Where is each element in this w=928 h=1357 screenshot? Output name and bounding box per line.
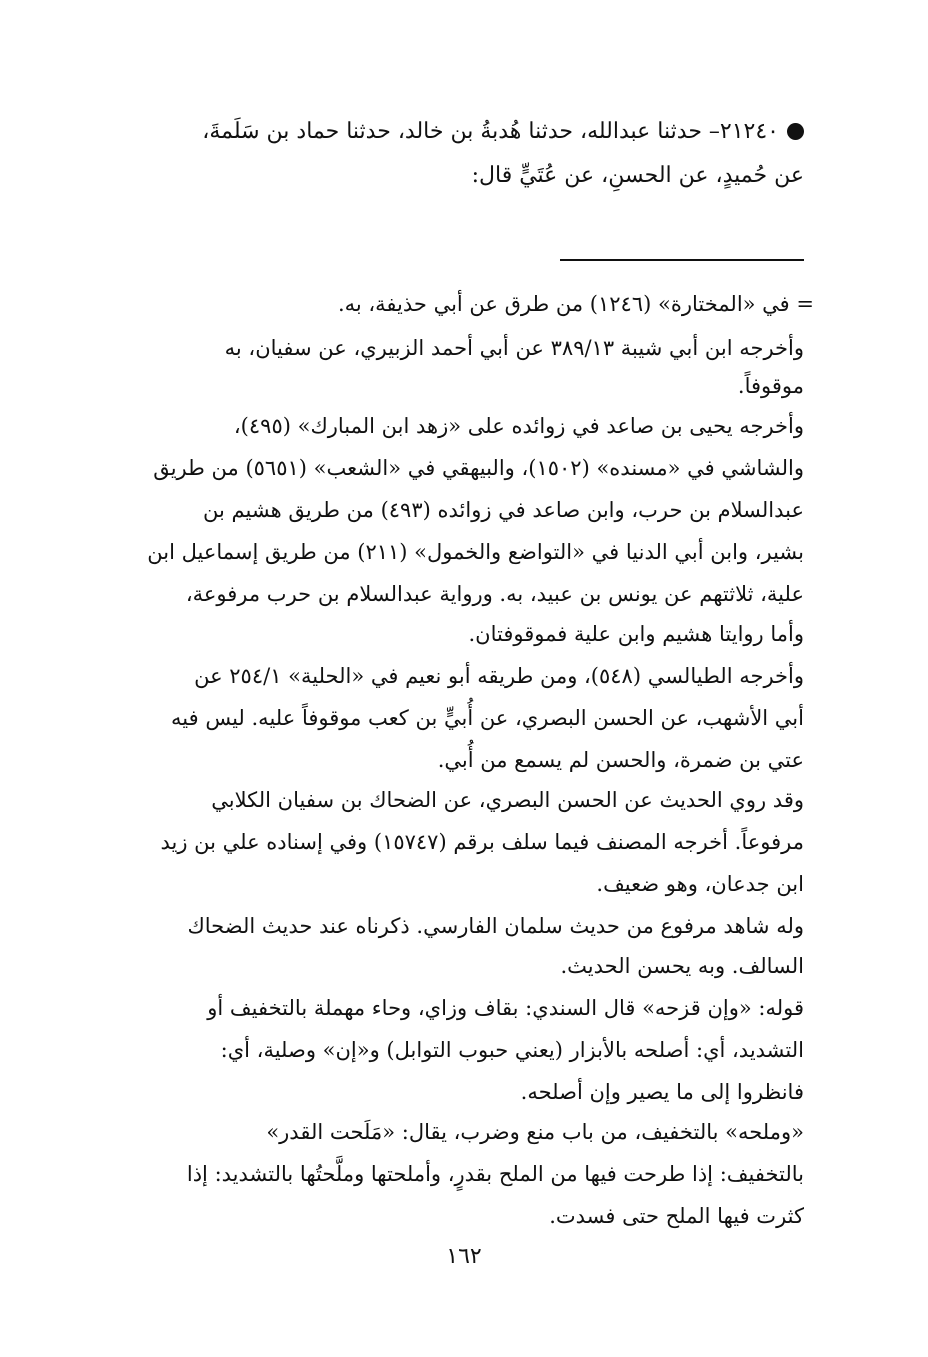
hadith-line-1-text: ٢١٢٤٠– حدثنا عبدالله، حدثنا هُدبةُ بن خالد، حدثنا حماد بن سَلَمةَ، [202,119,779,144]
footnote-line: بشير، وابن أبي الدنيا في «التواضع والخمول» (٢١١) من طريق إسماعيل ابن [147,540,804,564]
footnote-line: عتي بن ضمرة، والحسن لم يسمع من أُبي. [437,748,804,772]
footnote-line: مرفوعاً. أخرجه المصنف فيما سلف برقم (١٥٧٤٧) وفي إسناده علي بن زيد [160,830,804,854]
footnote-line: بالتخفيف: إذا طرحت فيها من الملح بقدرٍ، وأملحتها وملَّحتُها بالتشديد: إذا [186,1162,804,1186]
footnote-line: التشديد، أي: أصلحه بالأبزار (يعني حبوب التوابل) و«إن» وصلية، أي: [220,1038,804,1062]
bullet-icon [787,123,804,140]
footnote-divider [560,259,804,261]
footnote-line: أبي الأشهب، عن الحسن البصري، عن أُبيٍّ بن كعب موقوفاً عليه. ليس فيه [171,706,804,730]
footnote-line: وأخرجه الطيالسي (٥٤٨)، ومن طريقه أبو نعيم في «الحلية» ٢٥٤/١ عن [194,664,804,688]
footnote-line: = في «المختارة» (١٢٤٦) من طرق عن أبي حذيفة، به. [337,292,814,316]
footnote-line: كثرت فيها الملح حتى فسدت. [549,1204,804,1228]
hadith-line-2: عن حُميدٍ، عن الحسنِ، عن عُتَيٍّ قال: [471,163,804,188]
footnote-line: علية، ثلاثتهم عن يونس بن عبيد، به. ورواية عبدالسلام بن حرب مرفوعة، [185,582,804,606]
footnote-line: موقوفاً. [737,374,804,398]
footnote-line: وأخرجه ابن أبي شيبة ٣٨٩/١٣ عن أبي أحمد الزبيري، عن سفيان، به [224,336,804,360]
footnote-line: وأما روايتا هشيم وابن علية فموقوفتان. [468,622,804,646]
footnote-line: عبدالسلام بن حرب، وابن صاعد في زوائده (٤٩٣) من طريق هشيم بن [203,498,804,522]
footnote-line: قوله: «وإن قزحه» قال السندي: بقاف وزاي، وحاء مهملة بالتخفيف أو [207,996,804,1020]
footnote-line: وله شاهد مرفوع من حديث سلمان الفارسي. ذكرناه عند حديث الضحاك [187,914,804,938]
footnote-line: فانظروا إلى ما يصير وإن أصلحه. [520,1080,804,1104]
footnote-line: وأخرجه يحيى بن صاعد في زوائده على «زهد ابن المبارك» (٤٩٥)، [233,414,804,438]
footnote-line: والشاشي في «مسنده» (١٥٠٢)، والبيهقي في «الشعب» (٥٦٥١) من طريق [153,456,804,480]
footnote-line: «وملحه» بالتخفيف، من باب منع وضرب، يقال: «مَلَحت القدر» [266,1120,804,1144]
page-number: ١٦٢ [446,1244,482,1269]
footnote-line: ابن جدعان، وهو ضعيف. [596,872,804,896]
footnote-line: السالف. وبه يحسن الحديث. [560,954,804,978]
footnote-line: وقد روي الحديث عن الحسن البصري، عن الضحاك بن سفيان الكلابي [211,788,804,812]
hadith-line-1 [124,116,804,148]
